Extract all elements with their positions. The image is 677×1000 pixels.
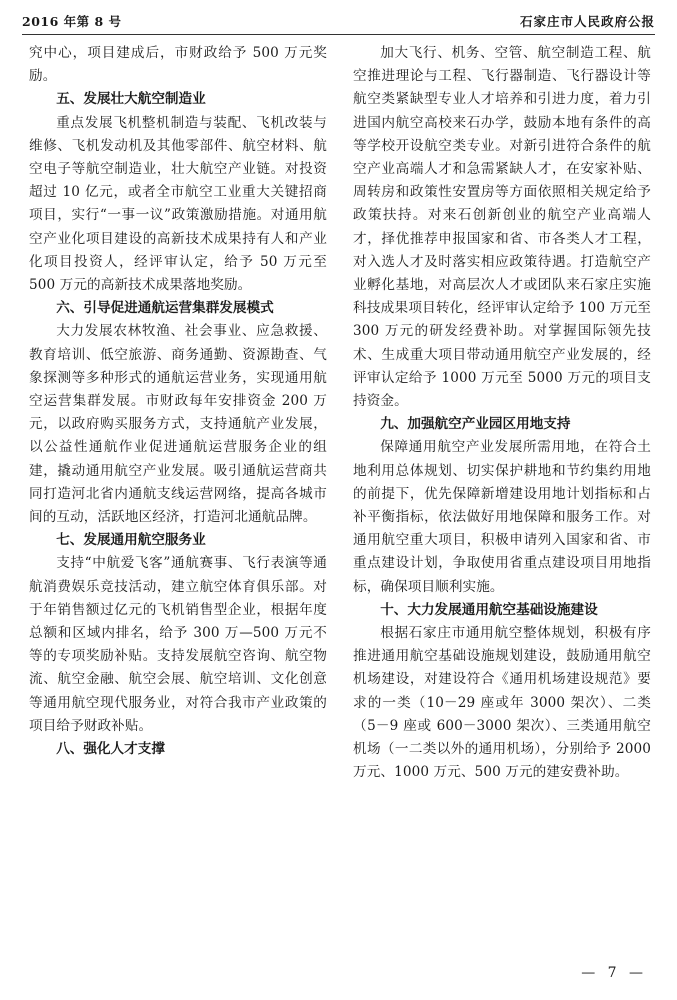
section-heading: 九、加强航空产业园区用地支持 [380, 416, 571, 433]
publication-title: 石家庄市人民政府公报 [519, 14, 655, 29]
section-heading: 七、发展通用航空服务业 [56, 532, 206, 549]
section-heading: 十、大力发展通用航空基础设施建设 [380, 601, 598, 618]
paragraph: 保障通用航空产业发展所需用地，在符合土地利用总体规划、切实保护耕地和节约集约用地的前提下，优先保障新增建设用地计划指标和占补平衡指标，依法做好用地保障和服务工作。对通用航空重大项目，积极申请列入国家和省、市重点建设计划，争取使用省重点建设项目用地指标，确保项目顺利实施。 [353, 439, 651, 595]
paragraph: 加大飞行、机务、空管、航空制造工程、航空推进理论与工程、飞行器制造、飞行器设计等航空类紧缺型专业人才培养和引进力度，着力引进国内航空高校来石办学，鼓励本地有条件的高等学校开设航空类专业。对新引进符合条件的航空产业高端人才和急需紧缺人才，在安家补贴、周转房和政策性安置房等方面依照相关规定给予政策扶持。对来石创新创业的航空产业高端人才，择优推荐申报国家和省、市各类人才工程，对入选人才及时落实相应政策待遇。打造航空产业孵化基地，对高层次人才或团队来石家庄实施科技成果项目转化，经评审认定给予 100 万元至 300 万元的研发经费补助。对掌握国际领先技术、生成重大项目带动通用航空产业发展的，经评审认定给予 1000 万元至 5000 万元的项目支持资金。 [353, 45, 651, 410]
left-column [29, 42, 327, 761]
paragraph: 大力发展农林牧渔、社会事业、应急救援、教育培训、低空旅游、商务通勤、资源勘查、气象探测等多种形式的通航运营业务，实现通用航空运营集群发展。市财政每年安排资金 200 万元，以政府购买服务方式，支持通航产业发展，以公益性通航作业促进通航运营服务企业的组建，撬动通用航空产业发展。吸引通航运营商共同打造河北省内通航支线运营网络，提高各城市间的互动，活跃地区经济，打造河北通航品牌。 [29, 323, 327, 526]
header-rule [22, 34, 655, 35]
page-header [22, 8, 655, 32]
article-body [29, 42, 649, 962]
issue-label: 2016 年第 8 号 [22, 14, 122, 29]
paragraph: 究中心，项目建成后，市财政给予 500 万元奖励。 [29, 45, 327, 85]
paragraph: 根据石家庄市通用航空整体规划，积极有序推进通用航空基础设施规划建设，鼓励通用航空机场建设，对建设符合《通用机场建设规范》要求的一类（10－29 座或年 3000 架次）、二类（5－9 座或 600－3000 架次）、三类通用航空机场（一二类以外的通用机场），分别给予 2000 万元、1000 万元、500 万元的建安费补助。 [353, 625, 651, 781]
paragraph: 重点发展飞机整机制造与装配、飞机改装与维修、飞机发动机及其他零部件、航空材料、航空电子等航空制造业，壮大航空产业链。对投资超过 10 亿元，或者全市航空工业重大关键招商项目，实行“一事一议”政策激励措施。对通用航空产业化项目建设的高新技术成果持有人和产业化项目投资人，经评审认定，给予 50 万元至 500 万元的高新技术成果落地奖励。 [29, 114, 327, 294]
page-number: — 7 — [581, 965, 647, 981]
section-heading: 八、强化人才支撑 [56, 741, 165, 758]
paragraph: 支持“中航爱飞客”通航赛事、飞行表演等通航消费娱乐竞技活动，建立航空体育俱乐部。对于年销售额过亿元的飞机销售型企业，根据年度总额和区域内排名，给予 300 万—500 万元不等的专项奖励补贴。支持发展航空咨询、航空物流、航空金融、航空会展、航空培训、文化创意等通用航空现代服务业，对符合我市产业政策的项目给予财政补贴。 [29, 555, 327, 734]
right-column [353, 42, 651, 785]
section-heading: 五、发展壮大航空制造业 [56, 91, 206, 108]
section-heading: 六、引导促进通航运营集群发展模式 [56, 300, 274, 317]
